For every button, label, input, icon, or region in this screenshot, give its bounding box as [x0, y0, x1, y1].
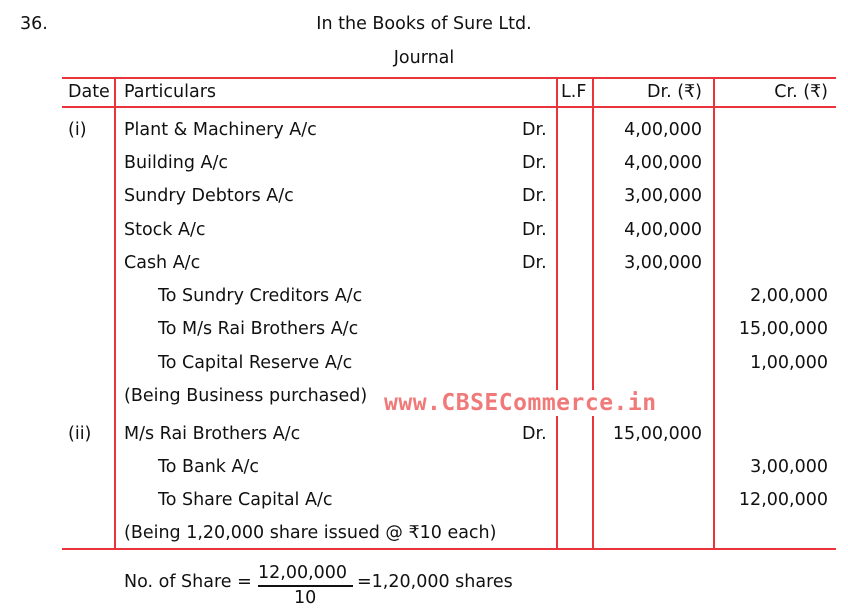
fraction-bar: [258, 585, 353, 587]
column-header-credit: Cr. (₹): [774, 82, 828, 102]
debit-amount: 4,00,000: [624, 220, 702, 240]
credit-account: To Sundry Creditors A/c: [158, 286, 363, 306]
credit-amount: 15,00,000: [738, 319, 828, 339]
narration: (Being 1,20,000 share issued @ ₹10 each): [124, 523, 497, 543]
narration: (Being Business purchased): [124, 386, 368, 406]
date-column-divider: [114, 77, 116, 550]
dr-marker: Dr.: [522, 424, 547, 444]
table-top-border: [62, 77, 836, 79]
dr-marker: Dr.: [522, 120, 547, 140]
dr-marker: Dr.: [522, 253, 547, 273]
fraction-denominator: 10: [294, 588, 317, 608]
question-number: 36.: [20, 14, 48, 34]
debit-amount: 4,00,000: [624, 153, 702, 173]
lf-column-divider: [592, 77, 594, 550]
working-label: No. of Share =: [124, 572, 252, 592]
particulars-column-divider: [556, 77, 558, 550]
credit-account: To M/s Rai Brothers A/c: [158, 319, 359, 339]
entry-date: (i): [68, 120, 87, 140]
watermark: www.CBSECommerce.in: [380, 390, 661, 416]
credit-amount: 2,00,000: [750, 286, 828, 306]
debit-account: Sundry Debtors A/c: [124, 186, 294, 206]
credit-account: To Bank A/c: [158, 457, 259, 477]
debit-amount: 3,00,000: [624, 186, 702, 206]
dr-marker: Dr.: [522, 186, 547, 206]
entry-date: (ii): [68, 424, 92, 444]
debit-account: Building A/c: [124, 153, 229, 173]
debit-column-divider: [713, 77, 715, 550]
debit-amount: 3,00,000: [624, 253, 702, 273]
credit-account: To Capital Reserve A/c: [158, 353, 353, 373]
table-bottom-border: [62, 548, 836, 550]
credit-account: To Share Capital A/c: [158, 490, 333, 510]
credit-amount: 3,00,000: [750, 457, 828, 477]
company-heading: In the Books of Sure Ltd.: [316, 14, 532, 34]
column-header-debit: Dr. (₹): [647, 82, 702, 102]
column-header-particulars: Particulars: [124, 82, 217, 102]
working-result: =1,20,000 shares: [357, 572, 513, 592]
journal-heading: Journal: [393, 48, 455, 68]
column-header-date: Date: [68, 82, 110, 102]
dr-marker: Dr.: [522, 220, 547, 240]
debit-amount: 4,00,000: [624, 120, 702, 140]
credit-amount: 12,00,000: [738, 490, 828, 510]
debit-account: Cash A/c: [124, 253, 201, 273]
debit-account: Stock A/c: [124, 220, 206, 240]
debit-account: M/s Rai Brothers A/c: [124, 424, 301, 444]
header-bottom-border: [62, 106, 836, 108]
debit-account: Plant & Machinery A/c: [124, 120, 317, 140]
fraction-numerator: 12,00,000: [258, 563, 348, 583]
column-header-lf: L.F: [561, 82, 587, 102]
credit-amount: 1,00,000: [750, 353, 828, 373]
debit-amount: 15,00,000: [612, 424, 702, 444]
dr-marker: Dr.: [522, 153, 547, 173]
